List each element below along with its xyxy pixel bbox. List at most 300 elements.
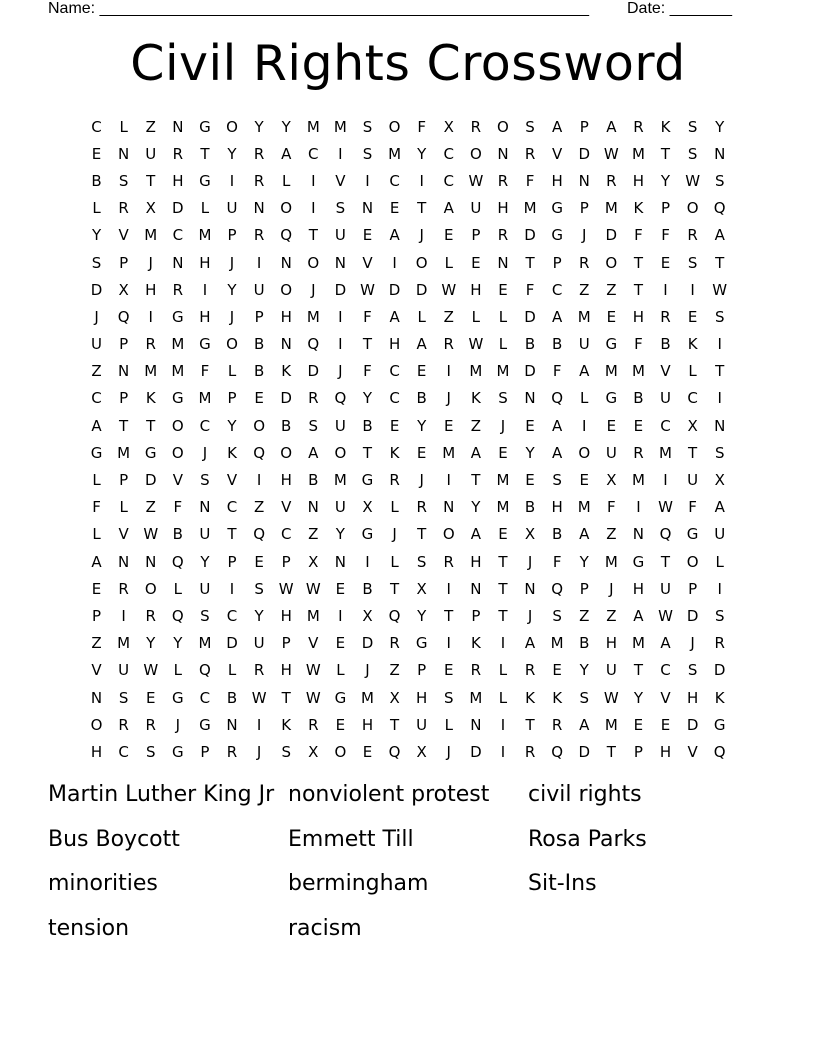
grid-letter[interactable]: Z <box>606 606 617 625</box>
grid-letter[interactable]: N <box>714 144 726 163</box>
grid-letter[interactable]: Z <box>389 661 400 680</box>
grid-letter[interactable]: E <box>91 579 102 598</box>
grid-letter[interactable]: K <box>281 362 292 381</box>
grid-letter[interactable]: E <box>633 715 644 734</box>
grid-letter[interactable]: B <box>524 335 536 354</box>
grid-letter[interactable]: I <box>338 144 343 163</box>
grid-letter[interactable]: R <box>253 144 265 163</box>
grid-letter[interactable]: Q <box>713 742 726 761</box>
grid-letter[interactable]: T <box>417 199 427 218</box>
grid-letter[interactable]: H <box>497 199 509 218</box>
grid-letter[interactable]: P <box>281 634 291 653</box>
grid-letter[interactable]: W <box>305 661 321 680</box>
grid-letter[interactable]: L <box>227 362 237 381</box>
grid-letter[interactable]: M <box>171 335 185 354</box>
grid-letter[interactable]: I <box>636 498 641 517</box>
grid-letter[interactable]: B <box>253 362 265 381</box>
grid-letter[interactable]: S <box>118 171 129 190</box>
grid-letter[interactable]: U <box>714 525 726 544</box>
grid-letter[interactable]: E <box>606 307 617 326</box>
grid-letter[interactable]: U <box>605 443 617 462</box>
grid-letter[interactable]: B <box>253 335 265 354</box>
grid-letter[interactable]: W <box>278 579 294 598</box>
grid-letter[interactable]: A <box>524 634 536 653</box>
grid-letter[interactable]: P <box>660 199 671 218</box>
grid-letter[interactable]: S <box>145 742 156 761</box>
grid-letter[interactable]: Y <box>417 606 427 625</box>
name-field-line[interactable]: Name: _______________________________________________________ <box>48 0 589 17</box>
grid-letter[interactable]: Z <box>579 606 590 625</box>
grid-letter[interactable]: H <box>199 253 211 272</box>
grid-letter[interactable]: R <box>633 443 644 462</box>
grid-letter[interactable]: W <box>251 688 267 707</box>
grid-letter[interactable]: X <box>389 688 400 707</box>
grid-letter[interactable]: I <box>202 280 208 299</box>
grid-letter[interactable]: T <box>633 280 643 299</box>
grid-letter[interactable]: L <box>444 253 453 272</box>
grid-letter[interactable]: M <box>523 199 537 218</box>
grid-letter[interactable]: T <box>281 688 291 707</box>
grid-letter[interactable]: P <box>227 389 237 408</box>
grid-letter[interactable]: J <box>419 226 424 245</box>
grid-letter[interactable]: O <box>686 552 699 571</box>
grid-letter[interactable]: S <box>91 253 102 272</box>
grid-letter[interactable]: C <box>687 389 698 408</box>
grid-letter[interactable]: R <box>172 280 184 299</box>
grid-letter[interactable]: T <box>525 253 535 272</box>
grid-letter[interactable]: I <box>365 171 370 190</box>
grid-letter[interactable]: A <box>579 362 590 381</box>
grid-letter[interactable]: R <box>172 144 184 163</box>
grid-letter[interactable]: U <box>199 579 211 598</box>
grid-letter[interactable]: L <box>390 552 399 571</box>
grid-letter[interactable]: M <box>631 144 645 163</box>
grid-letter[interactable]: D <box>524 226 536 245</box>
grid-letter[interactable]: M <box>604 552 618 571</box>
grid-letter[interactable]: O <box>144 579 157 598</box>
grid-letter[interactable]: L <box>92 199 101 218</box>
grid-letter[interactable]: R <box>389 471 400 490</box>
grid-letter[interactable]: G <box>199 335 211 354</box>
grid-letter[interactable]: A <box>606 117 617 136</box>
grid-letter[interactable]: I <box>365 552 370 571</box>
grid-letter[interactable]: K <box>145 389 156 408</box>
grid-letter[interactable]: H <box>199 307 211 326</box>
grid-letter[interactable]: C <box>443 171 454 190</box>
grid-letter[interactable]: Y <box>715 117 725 136</box>
grid-letter[interactable]: N <box>172 253 184 272</box>
grid-letter[interactable]: R <box>524 661 536 680</box>
grid-letter[interactable]: U <box>334 226 346 245</box>
grid-letter[interactable]: T <box>146 416 156 435</box>
grid-letter[interactable]: Q <box>253 525 266 544</box>
grid-letter[interactable]: I <box>229 171 235 190</box>
grid-letter[interactable]: H <box>280 471 292 490</box>
grid-letter[interactable]: S <box>714 307 725 326</box>
grid-letter[interactable]: U <box>416 715 428 734</box>
grid-letter[interactable]: D <box>172 199 184 218</box>
grid-letter[interactable]: Y <box>227 144 237 163</box>
grid-letter[interactable]: H <box>388 335 401 354</box>
grid-letter[interactable]: F <box>634 335 643 354</box>
grid-letter[interactable]: H <box>280 307 292 326</box>
grid-letter[interactable]: J <box>229 253 235 272</box>
grid-letter[interactable]: R <box>416 498 427 517</box>
grid-letter[interactable]: W <box>305 688 321 707</box>
grid-letter[interactable]: Z <box>470 416 481 435</box>
grid-letter[interactable]: R <box>253 661 265 680</box>
grid-letter[interactable]: Y <box>525 443 535 462</box>
grid-letter[interactable]: F <box>661 226 670 245</box>
grid-letter[interactable]: P <box>119 389 129 408</box>
grid-letter[interactable]: R <box>253 171 265 190</box>
grid-letter[interactable]: Y <box>146 634 156 653</box>
grid-letter[interactable]: U <box>660 579 671 598</box>
grid-letter[interactable]: Y <box>362 389 373 408</box>
grid-letter[interactable]: I <box>256 715 262 734</box>
grid-letter[interactable]: P <box>119 471 129 490</box>
grid-letter[interactable]: L <box>498 335 508 354</box>
grid-letter[interactable]: V <box>660 362 671 381</box>
grid-letter[interactable]: G <box>172 307 184 326</box>
grid-letter[interactable]: I <box>582 416 587 435</box>
grid-letter[interactable]: D <box>686 715 699 734</box>
grid-letter[interactable]: C <box>91 389 102 408</box>
grid-letter[interactable]: J <box>365 661 370 680</box>
grid-letter[interactable]: A <box>91 416 102 435</box>
grid-letter[interactable]: O <box>253 416 266 435</box>
grid-letter[interactable]: C <box>91 117 102 136</box>
grid-letter[interactable]: D <box>226 634 238 653</box>
grid-letter[interactable]: P <box>471 606 481 625</box>
grid-letter[interactable]: E <box>444 226 454 245</box>
grid-letter[interactable]: P <box>579 117 589 136</box>
grid-letter[interactable]: O <box>469 144 482 163</box>
grid-letter[interactable]: E <box>498 280 508 299</box>
grid-letter[interactable]: H <box>90 742 103 761</box>
grid-letter[interactable]: V <box>118 525 129 544</box>
grid-letter[interactable]: I <box>663 471 668 490</box>
grid-letter[interactable]: Q <box>171 606 184 625</box>
grid-letter[interactable]: K <box>389 443 400 462</box>
grid-letter[interactable]: S <box>416 552 427 571</box>
grid-letter[interactable]: R <box>551 715 563 734</box>
grid-letter[interactable]: V <box>660 688 671 707</box>
grid-letter[interactable]: C <box>172 226 184 245</box>
grid-letter[interactable]: Z <box>91 634 102 653</box>
grid-letter[interactable]: A <box>552 416 563 435</box>
grid-letter[interactable]: Z <box>91 362 102 381</box>
grid-letter[interactable]: M <box>496 362 510 381</box>
grid-letter[interactable]: Z <box>253 498 265 517</box>
grid-letter[interactable]: E <box>389 199 400 218</box>
grid-letter[interactable]: V <box>281 498 292 517</box>
grid-letter[interactable]: Z <box>579 280 590 299</box>
grid-letter[interactable]: Q <box>388 742 401 761</box>
grid-letter[interactable]: N <box>524 389 536 408</box>
grid-letter[interactable]: J <box>527 606 533 625</box>
grid-letter[interactable]: Q <box>280 226 293 245</box>
grid-letter[interactable]: M <box>604 362 618 381</box>
grid-letter[interactable]: M <box>496 471 510 490</box>
grid-letter[interactable]: G <box>199 117 211 136</box>
grid-letter[interactable]: A <box>389 307 400 326</box>
grid-letter[interactable]: J <box>311 280 316 299</box>
grid-letter[interactable]: N <box>497 144 509 163</box>
grid-letter[interactable]: M <box>198 389 212 408</box>
grid-letter[interactable]: I <box>717 389 722 408</box>
grid-letter[interactable]: O <box>442 525 455 544</box>
grid-letter[interactable]: K <box>660 117 671 136</box>
grid-letter[interactable]: L <box>498 688 508 707</box>
grid-letter[interactable]: R <box>308 715 319 734</box>
grid-letter[interactable]: S <box>525 117 535 136</box>
grid-letter[interactable]: G <box>415 634 428 653</box>
grid-letter[interactable]: Q <box>388 606 401 625</box>
grid-letter[interactable]: I <box>446 471 451 490</box>
grid-letter[interactable]: Q <box>253 443 266 462</box>
grid-letter[interactable]: J <box>690 634 695 653</box>
grid-letter[interactable]: P <box>254 307 264 326</box>
grid-letter[interactable]: X <box>145 199 156 218</box>
grid-letter[interactable]: E <box>498 525 508 544</box>
grid-letter[interactable]: H <box>551 171 563 190</box>
grid-letter[interactable]: C <box>389 171 400 190</box>
grid-letter[interactable]: N <box>578 171 590 190</box>
grid-letter[interactable]: F <box>525 171 535 190</box>
grid-letter[interactable]: E <box>362 226 373 245</box>
grid-letter[interactable]: P <box>227 552 237 571</box>
grid-letter[interactable]: V <box>118 226 129 245</box>
grid-letter[interactable]: M <box>117 443 131 462</box>
grid-letter[interactable]: V <box>226 471 238 490</box>
grid-letter[interactable]: A <box>552 443 563 462</box>
grid-letter[interactable]: L <box>119 117 128 136</box>
grid-letter[interactable]: Y <box>281 117 291 136</box>
grid-letter[interactable]: Y <box>417 416 427 435</box>
grid-letter[interactable]: J <box>256 742 262 761</box>
grid-letter[interactable]: O <box>605 253 618 272</box>
grid-letter[interactable]: G <box>144 443 157 462</box>
grid-letter[interactable]: M <box>198 226 212 245</box>
grid-letter[interactable]: W <box>468 335 484 354</box>
grid-letter[interactable]: M <box>306 307 320 326</box>
grid-letter[interactable]: T <box>444 606 454 625</box>
grid-letter[interactable]: R <box>633 117 644 136</box>
grid-letter[interactable]: U <box>578 335 590 354</box>
grid-letter[interactable]: B <box>172 525 183 544</box>
grid-letter[interactable]: E <box>91 144 102 163</box>
grid-letter[interactable]: U <box>145 144 157 163</box>
grid-letter[interactable]: U <box>199 525 211 544</box>
grid-letter[interactable]: T <box>200 144 210 163</box>
grid-letter[interactable]: K <box>687 335 698 354</box>
grid-letter[interactable]: K <box>227 443 237 462</box>
grid-letter[interactable]: E <box>552 661 562 680</box>
grid-letter[interactable]: S <box>579 688 589 707</box>
grid-letter[interactable]: R <box>145 715 156 734</box>
grid-letter[interactable]: D <box>686 606 699 625</box>
grid-letter[interactable]: S <box>281 742 291 761</box>
grid-letter[interactable]: H <box>605 634 617 653</box>
grid-letter[interactable]: O <box>334 443 347 462</box>
grid-letter[interactable]: I <box>148 307 153 326</box>
grid-letter[interactable]: B <box>362 416 373 435</box>
grid-letter[interactable]: A <box>470 443 481 462</box>
grid-letter[interactable]: H <box>280 661 292 680</box>
grid-letter[interactable]: K <box>470 389 481 408</box>
grid-letter[interactable]: W <box>143 661 159 680</box>
grid-letter[interactable]: I <box>256 253 262 272</box>
grid-letter[interactable]: C <box>389 362 400 381</box>
grid-letter[interactable]: T <box>525 715 535 734</box>
grid-letter[interactable]: Z <box>145 117 156 136</box>
grid-letter[interactable]: G <box>172 389 184 408</box>
grid-letter[interactable]: W <box>685 171 701 190</box>
grid-letter[interactable]: A <box>470 525 481 544</box>
grid-letter[interactable]: I <box>500 742 506 761</box>
grid-letter[interactable]: G <box>551 199 563 218</box>
grid-letter[interactable]: O <box>280 443 293 462</box>
grid-letter[interactable]: T <box>688 443 698 462</box>
grid-letter[interactable]: C <box>551 280 563 299</box>
grid-letter[interactable]: U <box>91 335 103 354</box>
grid-letter[interactable]: H <box>416 688 428 707</box>
grid-letter[interactable]: N <box>524 579 536 598</box>
grid-letter[interactable]: A <box>579 715 590 734</box>
grid-letter[interactable]: T <box>498 552 508 571</box>
grid-letter[interactable]: Z <box>145 498 156 517</box>
grid-letter[interactable]: D <box>307 362 320 381</box>
grid-letter[interactable]: T <box>633 253 643 272</box>
grid-letter[interactable]: O <box>280 199 293 218</box>
grid-letter[interactable]: Y <box>579 552 589 571</box>
grid-letter[interactable]: L <box>498 307 508 326</box>
grid-letter[interactable]: D <box>415 280 428 299</box>
grid-letter[interactable]: P <box>119 253 129 272</box>
grid-letter[interactable]: X <box>308 552 319 571</box>
grid-letter[interactable]: L <box>173 661 182 680</box>
grid-letter[interactable]: T <box>715 253 725 272</box>
grid-letter[interactable]: M <box>333 117 347 136</box>
grid-letter[interactable]: M <box>117 634 131 653</box>
grid-letter[interactable]: C <box>199 688 211 707</box>
grid-letter[interactable]: G <box>90 443 103 462</box>
grid-letter[interactable]: G <box>605 335 618 354</box>
grid-letter[interactable]: Y <box>173 634 183 653</box>
grid-letter[interactable]: Q <box>117 307 130 326</box>
grid-letter[interactable]: N <box>470 579 482 598</box>
grid-letter[interactable]: P <box>633 742 643 761</box>
grid-letter[interactable]: I <box>663 280 668 299</box>
grid-letter[interactable]: I <box>392 253 397 272</box>
grid-letter[interactable]: V <box>687 742 698 761</box>
grid-letter[interactable]: F <box>688 498 697 517</box>
grid-letter[interactable]: M <box>577 498 591 517</box>
grid-letter[interactable]: I <box>311 199 316 218</box>
grid-letter[interactable]: P <box>119 335 129 354</box>
grid-letter[interactable]: U <box>118 661 130 680</box>
grid-letter[interactable]: T <box>471 471 481 490</box>
grid-letter[interactable]: H <box>280 606 292 625</box>
grid-letter[interactable]: R <box>497 226 509 245</box>
grid-letter[interactable]: A <box>389 226 400 245</box>
grid-letter[interactable]: G <box>551 226 563 245</box>
grid-letter[interactable]: D <box>713 661 726 680</box>
grid-letter[interactable]: P <box>552 253 562 272</box>
grid-letter[interactable]: P <box>92 606 102 625</box>
grid-letter[interactable]: I <box>338 307 343 326</box>
grid-letter[interactable]: K <box>281 715 292 734</box>
grid-letter[interactable]: H <box>632 579 645 598</box>
grid-letter[interactable]: P <box>579 199 589 218</box>
grid-letter[interactable]: P <box>227 226 237 245</box>
grid-letter[interactable]: S <box>498 389 508 408</box>
grid-letter[interactable]: E <box>660 253 671 272</box>
grid-letter[interactable]: N <box>118 362 130 381</box>
grid-letter[interactable]: O <box>334 742 347 761</box>
grid-letter[interactable]: X <box>687 416 698 435</box>
grid-letter[interactable]: H <box>686 688 699 707</box>
grid-letter[interactable]: T <box>362 443 373 462</box>
grid-letter[interactable]: H <box>551 498 563 517</box>
grid-letter[interactable]: W <box>603 144 619 163</box>
grid-letter[interactable]: A <box>281 144 292 163</box>
grid-letter[interactable]: Q <box>334 389 347 408</box>
grid-letter[interactable]: M <box>496 498 510 517</box>
grid-letter[interactable]: U <box>470 199 482 218</box>
grid-letter[interactable]: O <box>171 443 184 462</box>
grid-letter[interactable]: T <box>660 552 671 571</box>
grid-letter[interactable]: S <box>118 688 129 707</box>
grid-letter[interactable]: H <box>361 715 374 734</box>
grid-letter[interactable]: X <box>524 525 536 544</box>
grid-letter[interactable]: M <box>631 362 645 381</box>
grid-letter[interactable]: L <box>715 552 724 571</box>
grid-letter[interactable]: X <box>362 498 373 517</box>
grid-letter[interactable]: J <box>148 253 153 272</box>
grid-letter[interactable]: B <box>551 335 563 354</box>
grid-letter[interactable]: Q <box>659 525 672 544</box>
grid-letter[interactable]: M <box>442 443 456 462</box>
grid-letter[interactable]: C <box>280 525 292 544</box>
grid-letter[interactable]: B <box>226 688 238 707</box>
grid-letter[interactable]: R <box>443 552 454 571</box>
grid-letter[interactable]: E <box>254 389 264 408</box>
grid-letter[interactable]: M <box>333 471 347 490</box>
grid-letter[interactable]: L <box>498 661 508 680</box>
grid-letter[interactable]: C <box>199 416 211 435</box>
grid-letter[interactable]: X <box>118 280 129 299</box>
grid-letter[interactable]: W <box>143 525 159 544</box>
grid-letter[interactable]: G <box>361 525 374 544</box>
grid-letter[interactable]: J <box>527 552 533 571</box>
grid-letter[interactable]: Y <box>227 416 237 435</box>
grid-letter[interactable]: U <box>226 199 238 218</box>
grid-letter[interactable]: E <box>444 661 454 680</box>
grid-letter[interactable]: H <box>172 171 184 190</box>
grid-letter[interactable]: G <box>199 715 211 734</box>
grid-letter[interactable]: M <box>388 144 402 163</box>
grid-letter[interactable]: A <box>416 335 427 354</box>
grid-letter[interactable]: M <box>198 634 212 653</box>
grid-letter[interactable]: O <box>497 117 509 136</box>
grid-letter[interactable]: W <box>603 688 619 707</box>
grid-letter[interactable]: I <box>419 171 424 190</box>
grid-letter[interactable]: Y <box>227 280 237 299</box>
grid-letter[interactable]: J <box>175 715 181 734</box>
grid-letter[interactable]: L <box>282 171 291 190</box>
